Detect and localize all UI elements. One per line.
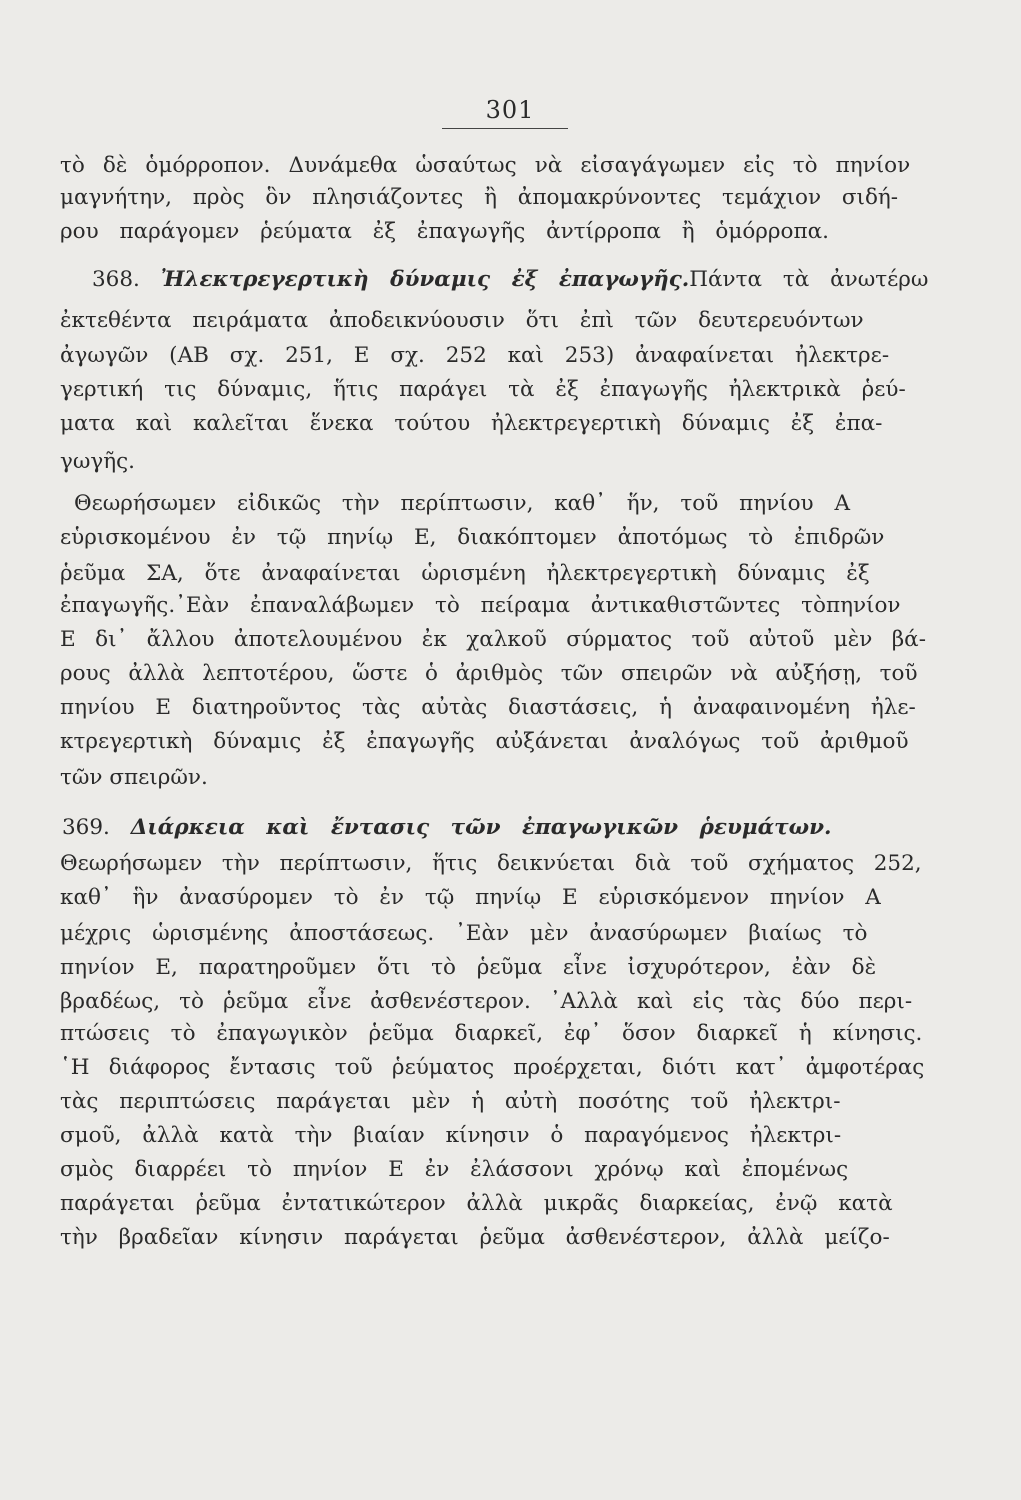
line-text: καθ᾽ ἣν ἀνασύρομεν τὸ ἐν τῷ πηνίῳ Ε εὑρισκόμενον πηνίον Α	[60, 885, 881, 910]
text-line	[60, 182, 898, 214]
line-text: παράγεται ῥεῦμα ἐντατικώτερον ἀλλὰ μικρᾶς διαρκείας, ἐνῷ κατὰ	[60, 1191, 893, 1216]
line-text: σμὸς διαρρέει τὸ πηνίον Ε ἐν ἐλάσσονι χρόνῳ καὶ ἐπομένως	[60, 1157, 849, 1182]
page-number: 301	[485, 96, 535, 124]
line-text: ρους ἀλλὰ λεπτοτέρου, ὥστε ὁ ἀριθμὸς τῶν σπειρῶν νὰ αὐξήσῃ, τοῦ	[60, 661, 918, 686]
text-line	[60, 408, 882, 440]
line-text: ρου παράγομεν ῥεύματα ἐξ ἐπαγωγῆς ἀντίρροπα ἢ ὁμόρροπα.	[60, 219, 829, 244]
line-text: Ε δι᾽ ἄλλου ἀποτελουμένου ἐκ χαλκοῦ σύρματος τοῦ αὐτοῦ μὲν βά-	[60, 627, 926, 652]
line-text: ῥεῦμα ΣΑ, ὅτε ἀναφαίνεται ὡρισμένη ἠλεκτρεγερτικὴ δύναμις ἐξ	[60, 561, 870, 586]
section-heading: Ἠλεκτρεγερτικὴ δύναμις ἐξ ἐπαγωγῆς.	[160, 267, 690, 292]
text-line	[60, 446, 135, 478]
line-text: τὴν βραδεῖαν κίνησιν παράγεται ῥεῦμα ἀσθενέστερον, ἀλλὰ μείζο-	[60, 1225, 890, 1250]
text-line	[60, 658, 918, 690]
text-line	[60, 558, 870, 590]
text-line	[62, 812, 832, 844]
line-text: ἀγωγῶν (ΑΒ σχ. 251, Ε σχ. 252 καὶ 253) ἀναφαίνεται ἠλεκτρε-	[60, 343, 890, 368]
line-text: ἐκτεθέντα πειράματα ἀποδεικνύουσιν ὅτι ἐπὶ τῶν δευτερευόντων	[60, 308, 864, 333]
text-line	[60, 216, 829, 248]
line-text: τὸ δὲ ὁμόρροπον. Δυνάμεθα ὡσαύτως νὰ εἰσαγάγωμεν εἰς τὸ πηνίον	[60, 153, 911, 178]
text-line	[60, 918, 867, 950]
text-line	[60, 882, 881, 914]
line-text: ματα καὶ καλεῖται ἕνεκα τούτου ἠλεκτρεγερτικὴ δύναμις ἐξ ἐπα-	[60, 411, 883, 436]
text-line	[60, 305, 864, 337]
line-text: μαγνήτην, πρὸς ὃν πλησιάζοντες ἢ ἀπομακρύνοντες τεμάχιον σιδή-	[60, 185, 899, 210]
text-line	[60, 1052, 924, 1084]
line-text: τὰς περιπτώσεις παράγεται μὲν ἡ αὐτὴ ποσότης τοῦ ἠλεκτρι-	[60, 1089, 841, 1114]
line-text: μέχρις ὡρισμένης ἀποστάσεως. ᾽Εὰν μὲν ἀνασύρωμεν βιαίως τὸ	[60, 921, 868, 946]
text-line	[60, 624, 926, 656]
text-line	[60, 1086, 841, 1118]
text-line	[60, 1154, 848, 1186]
text-line	[60, 726, 909, 758]
text-line	[60, 848, 922, 880]
line-text: γωγῆς.	[60, 449, 135, 474]
text-line	[60, 692, 916, 724]
line-text: σμοῦ, ἀλλὰ κατὰ τὴν βιαίαν κίνησιν ὁ παραγόμενος ἠλεκτρι-	[60, 1123, 842, 1148]
text-line	[60, 150, 910, 182]
line-text: εὑρισκομένου ἐν τῷ πηνίῳ Ε, διακόπτομεν ἀποτόμως τὸ ἐπιδρῶν	[60, 525, 885, 550]
line-text: πηνίον Ε, παρατηροῦμεν ὅτι τὸ ῥεῦμα εἶνε ἰσχυρότερον, ἐὰν δὲ	[60, 955, 877, 980]
line-text: ῾Η διάφορος ἔντασις τοῦ ῥεύματος προέρχεται, διότι κατ᾽ ἀμφοτέρας	[60, 1055, 925, 1080]
line-text: πηνίου Ε διατηροῦντος τὰς αὐτὰς διαστάσεις, ἡ ἀναφαινομένη ἠλε-	[60, 695, 916, 720]
text-line	[60, 1018, 922, 1050]
text-line	[60, 986, 912, 1018]
section-number: 369.	[62, 815, 131, 840]
line-text: Θεωρήσωμεν εἰδικῶς τὴν περίπτωσιν, καθ᾽ ἥν, τοῦ πηνίου Α	[74, 491, 850, 516]
line-text: Πάντα τὰ ἀνωτέρω	[689, 267, 929, 292]
text-line	[74, 488, 850, 520]
line-text: πτώσεις τὸ ἐπαγωγικὸν ῥεῦμα διαρκεῖ, ἐφ᾽ ὅσον διαρκεῖ ἡ κίνησις.	[60, 1021, 923, 1046]
line-text: Θεωρήσωμεν τὴν περίπτωσιν, ἥτις δεικνύεται διὰ τοῦ σχήματος 252,	[60, 851, 922, 876]
line-text: βραδέως, τὸ ῥεῦμα εἶνε ἀσθενέστερον. ᾽Αλλὰ καὶ εἰς τὰς δύο περι-	[60, 989, 913, 1014]
text-line	[60, 762, 208, 794]
line-text: τῶν σπειρῶν.	[60, 765, 208, 790]
text-line	[60, 340, 889, 372]
text-line	[60, 952, 876, 984]
line-text: κτρεγερτικὴ δύναμις ἐξ ἐπαγωγῆς αὐξάνεται ἀναλόγως τοῦ ἀριθμοῦ	[60, 729, 909, 754]
text-line	[60, 522, 884, 554]
text-line	[60, 590, 900, 622]
line-text: ἐπαγωγῆς.᾽Εὰν ἐπαναλάβωμεν τὸ πείραμα ἀντικαθιστῶντες τὸπηνίον	[60, 593, 901, 618]
text-line	[60, 1188, 893, 1220]
text-line	[60, 1120, 841, 1152]
section-heading: Διάρκεια καὶ ἔντασις τῶν ἐπαγωγικῶν ῥευμάτων.	[130, 815, 832, 840]
header-rule	[442, 128, 568, 129]
text-line	[60, 1222, 890, 1254]
line-text: γερτική τις δύναμις, ἥτις παράγει τὰ ἐξ ἐπαγωγῆς ἠλεκτρικὰ ῥεύ-	[60, 377, 906, 402]
text-line	[60, 374, 906, 406]
section-number: 368.	[92, 267, 161, 292]
text-line	[92, 264, 928, 296]
